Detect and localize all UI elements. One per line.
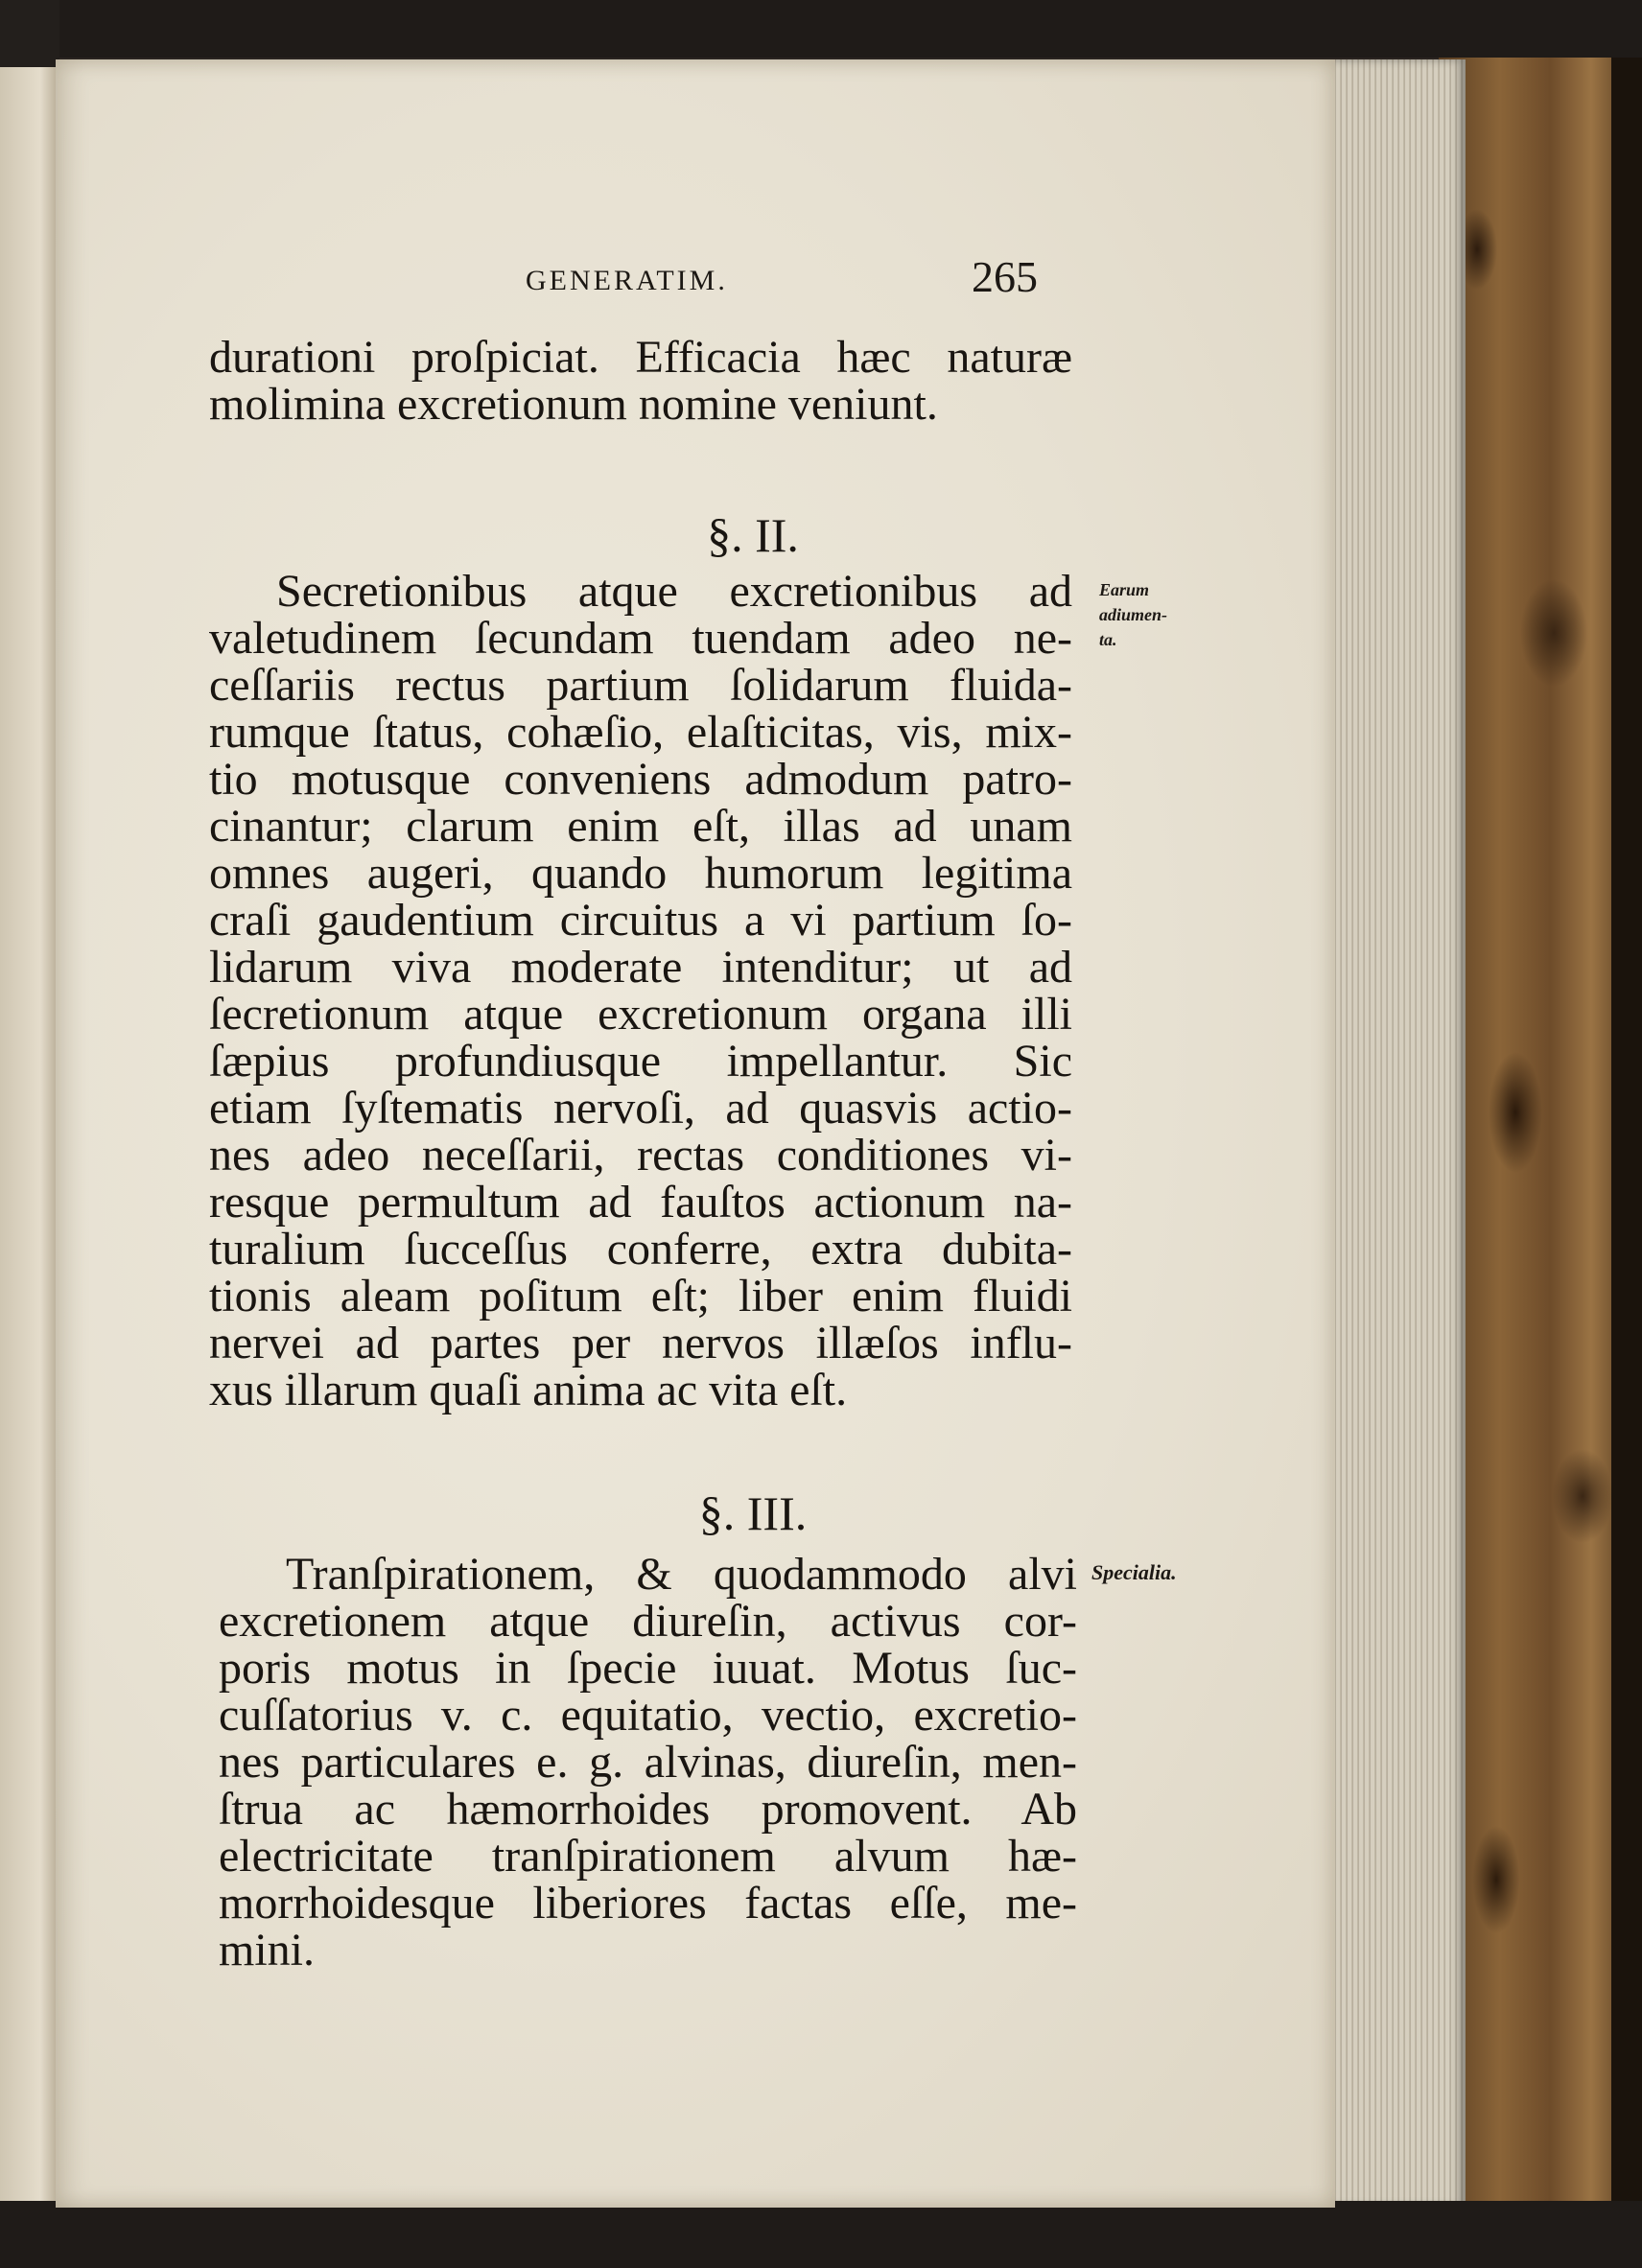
paragraph-section-3 — [219, 1551, 1077, 1974]
text-line: molimina excretionum nomine veniunt. — [209, 379, 938, 430]
section-heading-3: §. III. — [698, 1486, 808, 1540]
cover-edge — [1611, 58, 1642, 2210]
text-line: Tranſpirationem, & quodammodo alvi — [286, 1549, 1077, 1600]
section-heading-2: §. II. — [707, 508, 799, 562]
text-line: cinantur; clarum enim eſt, illas ad unam — [209, 801, 1072, 852]
marginal-line: ta. — [1099, 630, 1117, 649]
running-head: GENERATIM. — [526, 265, 728, 296]
text-line: morrhoidesque liberiores factas eſſe, me- — [219, 1878, 1077, 1929]
text-line: omnes augeri, quando humorum legitima — [209, 848, 1072, 899]
marginal-note-specialia: Specialia. — [1091, 1560, 1177, 1584]
text-line: nes particulares e. g. alvinas, diureſin, men- — [219, 1737, 1077, 1788]
text-line: mini. — [219, 1925, 316, 1976]
text-line: ceſſariis rectus partium ſolidarum fluida- — [209, 660, 1072, 711]
marginal-line: Earum — [1099, 580, 1150, 599]
text-line: excretionem atque diureſin, activus cor- — [219, 1596, 1077, 1647]
text-line: durationi proſpiciat. Efficacia hæc naturæ — [209, 332, 1072, 383]
text-line: valetudinem ſecundam tuendam adeo ne- — [209, 613, 1072, 664]
text-line: poris motus in ſpecie iuuat. Motus ſuc- — [219, 1643, 1077, 1694]
text-line: etiam ſyſtematis nervoſi, ad quasvis actio- — [209, 1083, 1072, 1134]
text-line: lidarum viva moderate intenditur; ut ad — [209, 942, 1072, 993]
scan-background-top — [0, 0, 1642, 58]
marginal-line: adiumen- — [1099, 605, 1168, 624]
text-line: turalium ſucceſſus conferre, extra dubita- — [209, 1224, 1072, 1274]
paragraph-continuation — [209, 334, 1072, 428]
text-line: xus illarum quaſi anima ac vita eſt. — [209, 1365, 848, 1415]
text-line: nes adeo neceſſarii, rectas conditiones vi- — [209, 1130, 1072, 1181]
text-line: resque permultum ad fauſtos actionum na- — [209, 1177, 1072, 1228]
facing-page-edge — [0, 67, 58, 2201]
text-line: tionis aleam poſitum eſt; liber enim fluidi — [209, 1271, 1072, 1321]
text-line: electricitate tranſpirationem alvum hæ- — [219, 1831, 1077, 1882]
marginal-note-earum — [1099, 577, 1167, 652]
text-line: cuſſatorius v. c. equitatio, vectio, excretio- — [219, 1690, 1077, 1741]
text-line: Secretionibus atque excretionibus ad — [276, 566, 1072, 617]
page-number: 265 — [972, 252, 1038, 301]
text-line: rumque ſtatus, cohæſio, elaſticitas, vis, mix- — [209, 707, 1072, 758]
text-line: craſi gaudentium circuitus a vi partium ſo- — [209, 895, 1072, 946]
paragraph-section-2 — [209, 568, 1072, 1414]
page-block-edges — [1331, 59, 1466, 2208]
text-line: ſæpius profundiusque impellantur. Sic — [209, 1036, 1072, 1087]
scan-background-bottom — [0, 2201, 1642, 2268]
book-page — [56, 59, 1335, 2208]
text-line: tio motusque conveniens admodum patro- — [209, 754, 1072, 805]
text-line: ſtrua ac hæmorrhoides promovent. Ab — [219, 1784, 1077, 1835]
text-line: nervei ad partes per nervos illæſos influ- — [209, 1318, 1072, 1368]
text-line: ſecretionum atque excretionum organa illi — [209, 989, 1072, 1040]
